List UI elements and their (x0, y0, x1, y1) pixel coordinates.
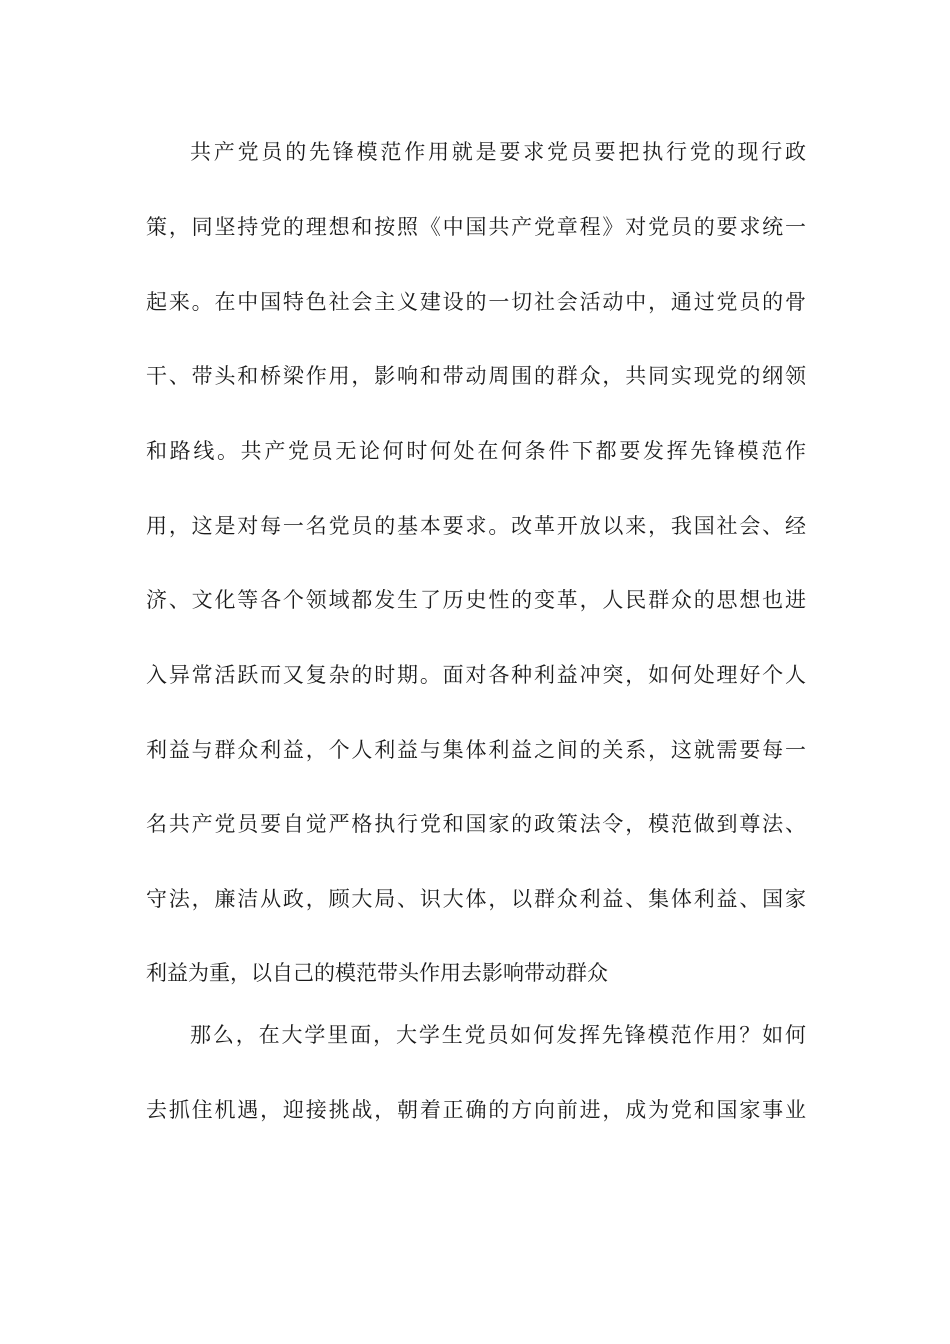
text-line: 去抓住机遇，迎接挑战，朝着正确的方向前进，成为党和国家事业 (146, 1098, 806, 1122)
text-line: 干、带头和桥梁作用，影响和带动周围的群众，共同实现党的纲领 (146, 364, 806, 388)
text-line: 守法，廉洁从政，顾大局、识大体，以群众利益、集体利益、国家 (146, 887, 806, 911)
text-line: 和路线。共产党员无论何时何处在何条件下都要发挥先锋模范作 (146, 439, 806, 463)
text-line: 共产党员的先锋模范作用就是要求党员要把执行党的现行政 (190, 140, 806, 164)
text-line: 起来。在中国特色社会主义建设的一切社会活动中，通过党员的骨 (146, 290, 806, 314)
text-line: 那么，在大学里面，大学生党员如何发挥先锋模范作用？如何 (190, 1023, 806, 1047)
text-line: 用，这是对每一名党员的基本要求。改革开放以来，我国社会、经 (146, 514, 806, 538)
text-line: 利益为重，以自己的模范带头作用去影响带动群众 (146, 961, 608, 985)
text-line: 济、文化等各个领域都发生了历史性的变革，人民群众的思想也进 (146, 588, 806, 612)
text-line: 名共产党员要自觉严格执行党和国家的政策法令，模范做到尊法、 (146, 812, 806, 836)
text-line: 策，同坚持党的理想和按照《中国共产党章程》对党员的要求统一 (146, 215, 806, 239)
text-line: 利益与群众利益，个人利益与集体利益之间的关系，这就需要每一 (146, 738, 806, 762)
text-line: 入异常活跃而又复杂的时期。面对各种利益冲突，如何处理好个人 (146, 663, 806, 687)
